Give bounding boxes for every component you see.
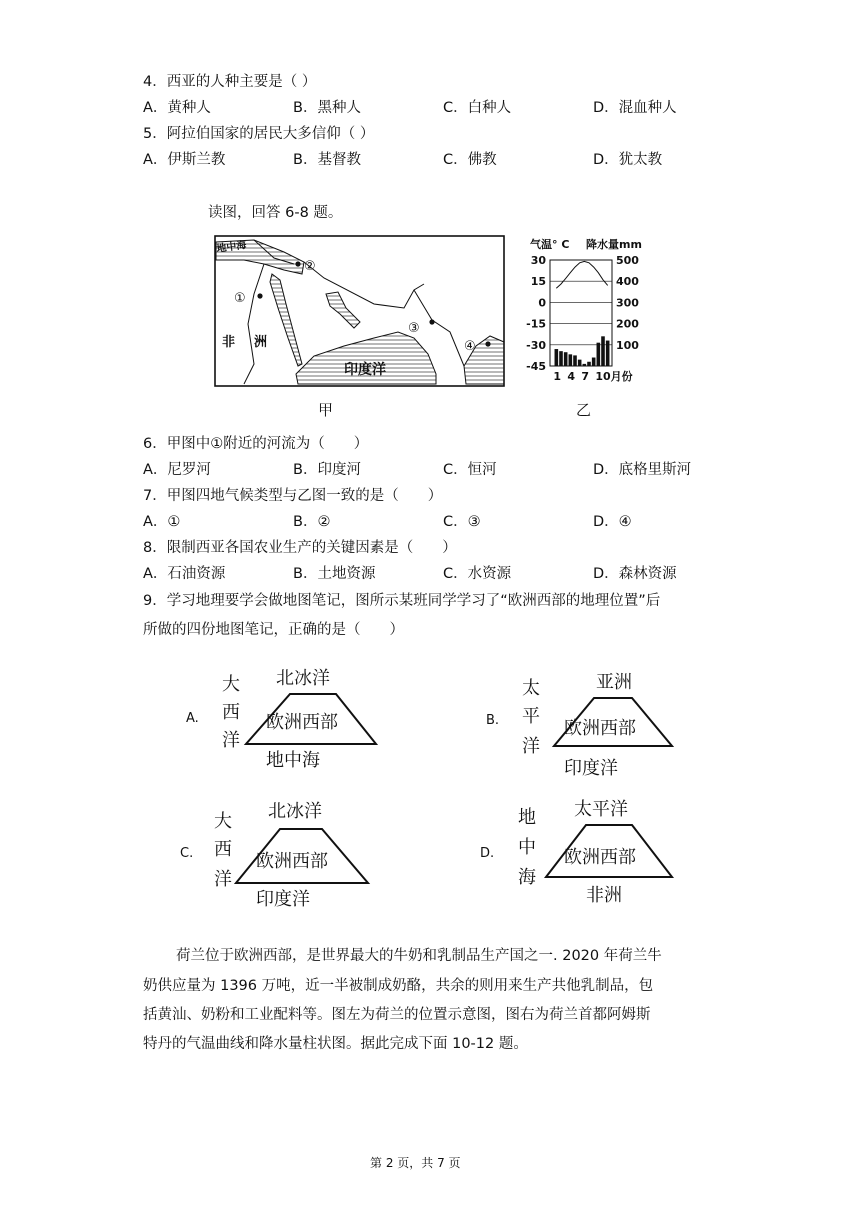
- precipitation-bar: [583, 364, 587, 366]
- marker-dot-1: [257, 293, 262, 298]
- precipitation-bar: [592, 358, 596, 366]
- note-c-bottom: 印度洋: [256, 889, 310, 910]
- note-c-side-2: 西: [214, 839, 232, 860]
- note-c-top: 北冰洋: [268, 801, 322, 822]
- note-b-center: 欧洲西部: [564, 718, 636, 739]
- chart-ytick-left: 0: [538, 296, 546, 310]
- note-c-center: 欧洲西部: [256, 851, 328, 872]
- chart-ytick-left: -30: [526, 338, 546, 352]
- q5-stem: 5．阿拉伯国家的居民大多信仰（ ）: [143, 126, 375, 142]
- read-instruction: 读图，回答 6-8 题。: [208, 205, 343, 221]
- marker-dot-4: [485, 341, 490, 346]
- chart-ytick-right: 100: [616, 338, 639, 352]
- note-d-side-2: 中: [518, 837, 536, 858]
- precipitation-bar: [597, 343, 601, 366]
- passage-line-3: 括黄汕、奶粉和工业配料等。图左为荷兰的位置示意图，图右为荷兰首都阿姆斯: [143, 1007, 651, 1023]
- marker-3: ③: [408, 321, 420, 336]
- note-d-center: 欧洲西部: [564, 847, 636, 868]
- precipitation-bar: [569, 354, 573, 366]
- note-a: [180, 660, 400, 780]
- q8-option-a: A．石油资源: [143, 566, 226, 582]
- q8-stem: 8．限制西亚各国农业生产的关键因素是（ ）: [143, 540, 457, 556]
- chart-xtick: 4: [567, 370, 575, 383]
- note-d-letter: D.: [480, 846, 495, 861]
- passage-line-1: 荷兰位于欧洲西部，是世界最大的牛奶和乳制品生产国之一. 2020 年荷兰牛: [176, 948, 662, 964]
- chart-ytick-left: -45: [526, 360, 546, 373]
- map-caption: 甲: [318, 401, 334, 419]
- note-c-side-1: 大: [214, 811, 232, 832]
- note-c: [176, 795, 396, 915]
- chart-xtick: 7: [581, 370, 589, 383]
- q4-option-b: B．黑种人: [293, 100, 361, 116]
- q6-option-a: A．尼罗河: [143, 462, 211, 478]
- note-d-bottom: 非洲: [586, 885, 622, 906]
- chart-ytick-left: 30: [530, 254, 546, 267]
- q8-option-b: B．土地资源: [293, 566, 376, 582]
- note-a-side-3: 洋: [222, 730, 240, 751]
- q4-stem: 4．西亚的人种主要是（ ）: [143, 74, 317, 90]
- q5-option-d: D．犹太教: [593, 152, 663, 168]
- chart-yi: [524, 234, 644, 424]
- note-b-side-3: 洋: [522, 736, 540, 757]
- map-label-africa-1: 非: [222, 335, 236, 350]
- note-d-top: 太平洋: [574, 799, 628, 820]
- note-b: [480, 662, 700, 782]
- precipitation-bar: [587, 362, 591, 366]
- note-b-bottom: 印度洋: [564, 758, 618, 779]
- q4-option-d: D．混血种人: [593, 100, 677, 116]
- map-jia: [214, 234, 506, 424]
- precipitation-bar: [559, 351, 563, 366]
- chart-xtick: 1: [553, 370, 561, 383]
- q7-option-d: D．④: [593, 514, 632, 530]
- note-a-side-2: 西: [222, 702, 240, 723]
- q8-option-d: D．森林资源: [593, 566, 677, 582]
- q6-option-d: D．底格里斯河: [593, 462, 692, 478]
- precipitation-bar: [573, 355, 577, 366]
- note-a-bottom: 地中海: [266, 750, 320, 771]
- q5-option-b: B．基督教: [293, 152, 361, 168]
- note-b-letter: B.: [486, 713, 500, 728]
- map-label-ocean: 印度洋: [344, 362, 386, 378]
- page-footer: 第 2 页，共 7 页: [370, 1156, 461, 1170]
- note-d-side-3: 海: [518, 867, 536, 888]
- chart-ytick-left: -15: [526, 317, 546, 331]
- q8-option-c: C．水资源: [443, 566, 512, 582]
- precipitation-bar: [601, 336, 605, 366]
- chart-right-title: 降水量mm: [586, 238, 642, 251]
- marker-2: ②: [304, 259, 316, 274]
- q7-stem: 7．甲图四地气候类型与乙图一致的是（ ）: [143, 488, 443, 504]
- marker-4: ④: [464, 339, 476, 354]
- note-d-side-1: 地: [518, 807, 536, 828]
- marker-1: ①: [234, 291, 246, 306]
- note-c-letter: C.: [180, 846, 194, 861]
- note-b-side-1: 太: [522, 678, 540, 699]
- q9-stem-line1: 9．学习地理要学会做地图笔记，图所示某班同学学习了“欧洲西部的地理位置”后: [143, 593, 661, 609]
- chart-ytick-right: 300: [616, 296, 639, 310]
- note-b-side-2: 平: [522, 706, 540, 727]
- q7-option-a: A．①: [143, 514, 181, 530]
- q4-option-c: C．白种人: [443, 100, 512, 116]
- note-c-side-3: 洋: [214, 869, 232, 890]
- marker-dot-3: [429, 319, 434, 324]
- note-a-center: 欧洲西部: [266, 712, 338, 733]
- q7-option-c: C．③: [443, 514, 481, 530]
- note-a-side-1: 大: [222, 674, 240, 695]
- q6-stem: 6．甲图中①附近的河流为（ ）: [143, 436, 369, 452]
- chart-ytick-right: 400: [616, 275, 639, 289]
- chart-ytick-right: 500: [616, 254, 639, 267]
- chart-xtick: 10月份: [595, 370, 633, 383]
- q6-option-c: C．恒河: [443, 462, 497, 478]
- q9-stem-line2: 所做的四份地图笔记，正确的是（ ）: [143, 622, 404, 638]
- note-a-top: 北冰洋: [276, 668, 330, 689]
- q5-option-c: C．佛教: [443, 152, 497, 168]
- chart-caption: 乙: [576, 401, 592, 419]
- q5-option-a: A．伊斯兰教: [143, 152, 226, 168]
- precipitation-bar: [578, 360, 582, 366]
- temperature-curve: [556, 261, 607, 288]
- passage-line-4: 特丹的气温曲线和降水量柱状图。据此完成下面 10-12 题。: [143, 1036, 528, 1052]
- note-a-letter: A.: [186, 711, 199, 726]
- map-label-africa-2: 洲: [254, 335, 268, 350]
- chart-ytick-right: 200: [616, 317, 639, 331]
- map-label-med: 地中海: [215, 239, 248, 255]
- q4-option-a: A．黄种人: [143, 100, 211, 116]
- passage-line-2: 奶供应量为 1396 万吨，近一半被制成奶酪，共余的则用来生产共他乳制品，包: [143, 978, 654, 994]
- marker-dot-2: [295, 261, 300, 266]
- precipitation-bar: [555, 349, 559, 366]
- note-b-top: 亚洲: [596, 672, 632, 693]
- precipitation-bar: [606, 341, 610, 366]
- q7-option-b: B．②: [293, 514, 331, 530]
- chart-left-title: 气温° C: [530, 238, 570, 251]
- chart-ytick-left: 15: [530, 275, 546, 289]
- precipitation-bar: [564, 352, 568, 366]
- q6-option-b: B．印度河: [293, 462, 361, 478]
- note-d: [478, 795, 698, 915]
